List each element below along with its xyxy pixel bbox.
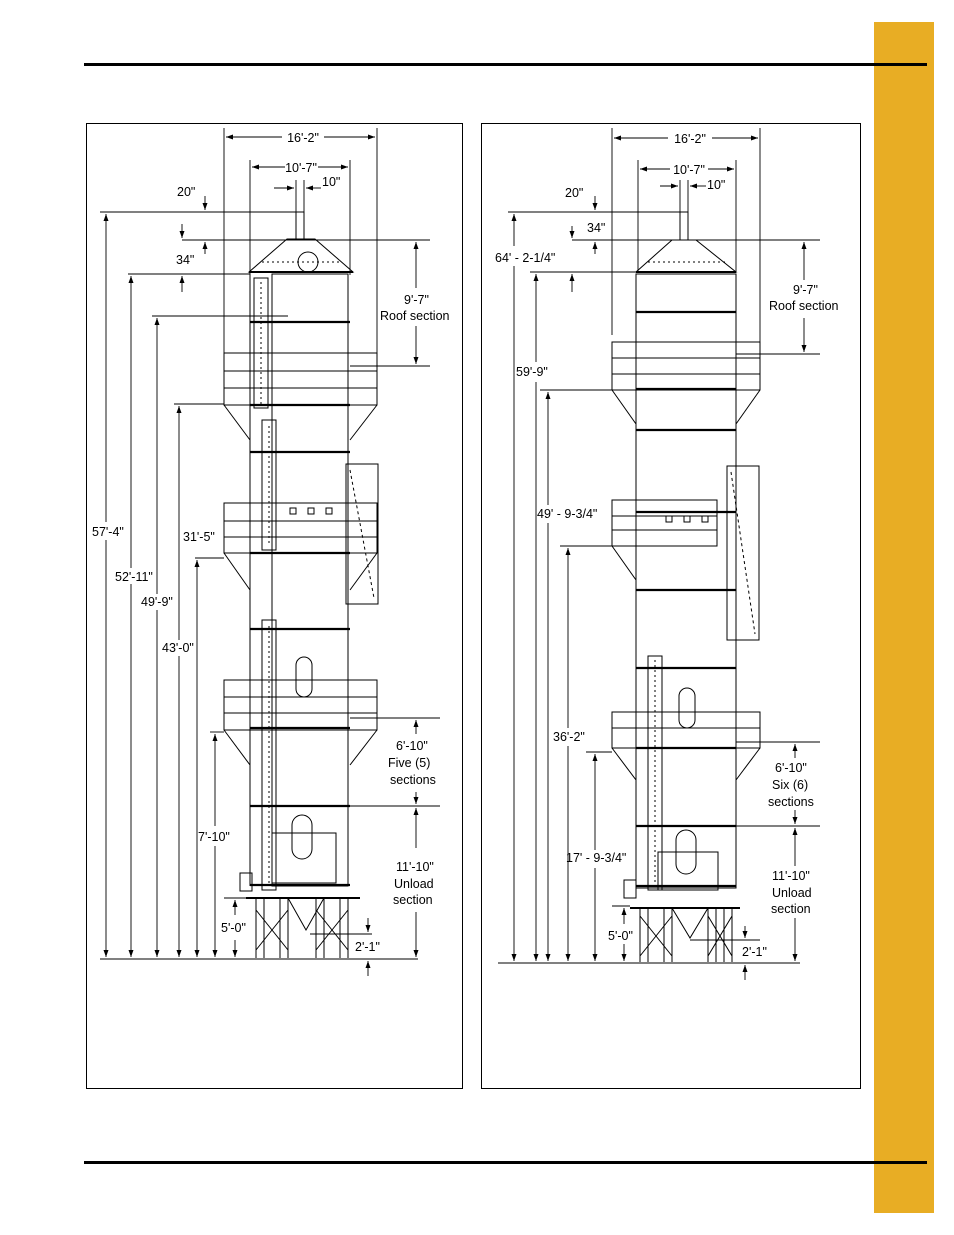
right-roof-section-dim: 9'-7" [793, 283, 818, 297]
left-unload-dim: 11'-10" [396, 860, 434, 874]
right-vent-height: 20" [565, 186, 584, 200]
left-roof-section-label: Roof section [380, 309, 450, 323]
left-roof-section-dim: 9'-7" [404, 293, 429, 307]
right-height-49-9-3-4: 49' - 9-3/4" [537, 507, 598, 521]
right-roof-cone [636, 240, 736, 272]
right-height-64: 64' - 2-1/4" [495, 251, 556, 265]
right-sections-word: sections [768, 795, 814, 809]
left-side-stair [346, 464, 378, 604]
left-section-dim: 6'-10" [396, 739, 428, 753]
left-vent-pipe [296, 212, 304, 239]
right-section-count: Six (6) [772, 778, 809, 792]
right-tower-drawing [612, 212, 760, 962]
left-height-7-10: 7'-10" [198, 830, 230, 844]
left-unload-label-1: Unload [394, 877, 434, 891]
left-height-43-0: 43'-0" [162, 641, 194, 655]
right-roof-section-label: Roof section [769, 299, 839, 313]
left-width-vent: 10" [322, 175, 341, 189]
left-width-body: 10'-7" [285, 161, 317, 175]
right-roof-peak: 34" [587, 221, 606, 235]
left-height-49-9: 49'-9" [141, 595, 173, 609]
left-sections-word: sections [390, 773, 436, 787]
left-unload-label-2: section [393, 893, 433, 907]
left-ladders [254, 278, 276, 890]
left-vent-height: 20" [177, 185, 196, 199]
right-platform-lower [612, 688, 760, 780]
left-height-57-4: 57'-4" [92, 525, 124, 539]
right-unload-label-2: section [771, 902, 811, 916]
right-unload-label-1: Unload [772, 886, 812, 900]
left-legs [256, 898, 348, 958]
left-platform-lower [224, 657, 377, 765]
right-legs [640, 908, 732, 962]
right-section-bands [636, 312, 736, 886]
left-tower-drawing [224, 212, 378, 958]
right-height-17-9-3-4: 17' - 9-3/4" [566, 851, 627, 865]
left-platform-middle [224, 503, 377, 590]
right-unload-cage [658, 852, 718, 890]
right-height-36-2: 36'-2" [553, 730, 585, 744]
left-section-count: Five (5) [388, 756, 431, 770]
left-height-31-5: 31'-5" [183, 530, 215, 544]
right-leg-height: 5'-0" [608, 929, 633, 943]
left-dimension-labels [92, 131, 450, 954]
right-width-body: 10'-7" [673, 163, 705, 177]
right-width-vent: 10" [707, 178, 726, 192]
right-vent-pipe [680, 212, 688, 240]
right-base-offset: 2'-1" [742, 945, 767, 959]
left-roof-peak: 34" [176, 253, 195, 267]
left-leg-height: 5'-0" [221, 921, 246, 935]
right-width-overall: 16'-2" [674, 132, 706, 146]
left-unload-cage [272, 833, 336, 883]
left-tower-body [272, 274, 348, 886]
right-tower-body [636, 274, 736, 888]
left-section-bands [250, 322, 350, 885]
right-ladders [648, 656, 662, 890]
right-unload-dim: 11'-10" [772, 869, 810, 883]
right-height-59-9: 59'-9" [516, 365, 548, 379]
left-width-overall: 16'-2" [287, 131, 319, 145]
right-section-dim: 6'-10" [775, 761, 807, 775]
left-height-52-11: 52'-11" [115, 570, 153, 584]
right-side-stair [727, 466, 759, 640]
left-base-offset: 2'-1" [355, 940, 380, 954]
